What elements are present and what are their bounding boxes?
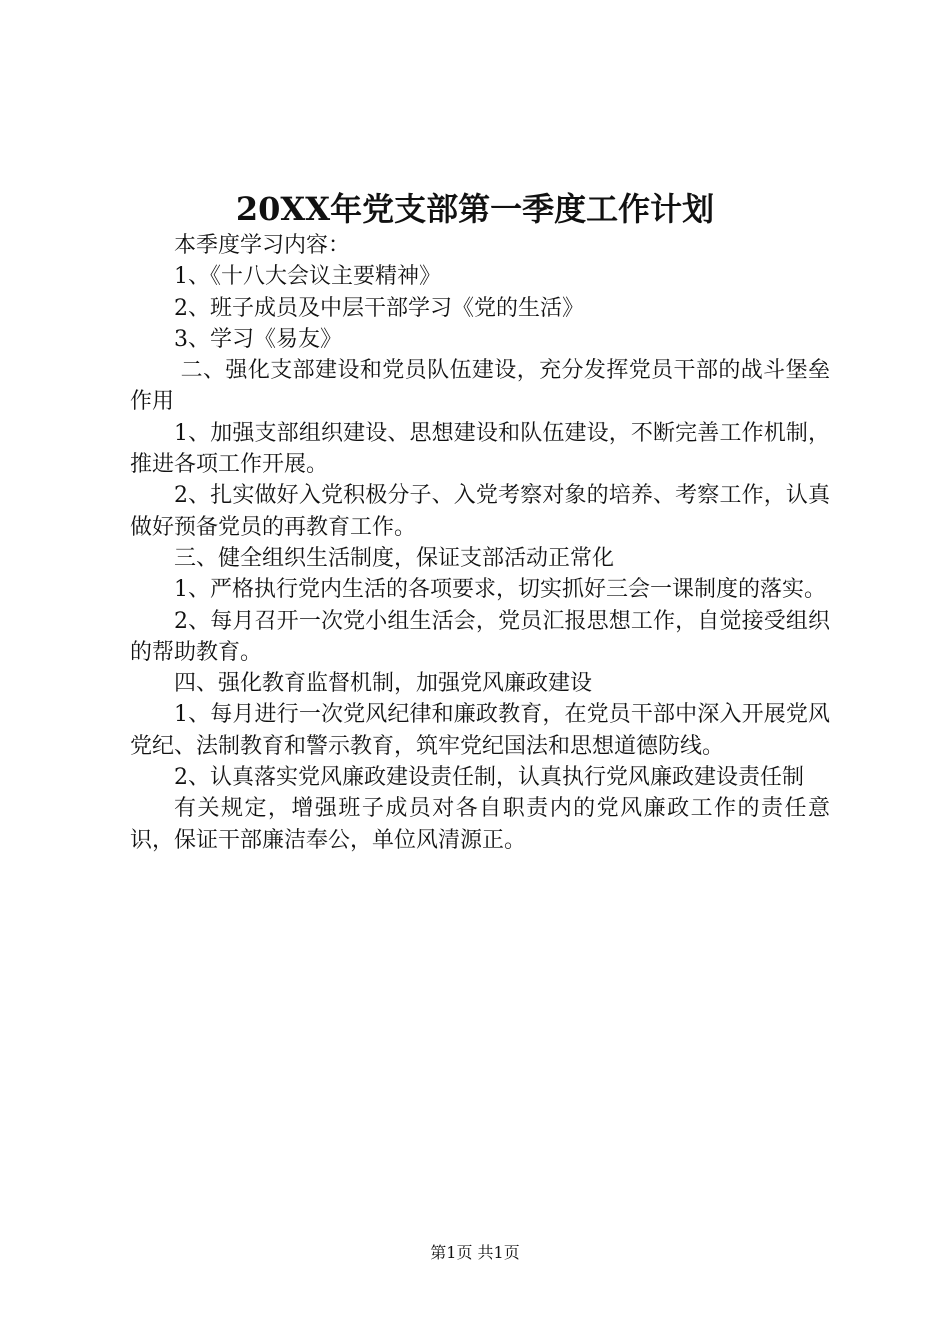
paragraph-study-item-2: 2、班子成员及中层干部学习《党的生活》 — [174, 295, 584, 321]
paragraph-study-intro: 本季度学习内容： — [174, 233, 351, 258]
document-title: 20XX年党支部第一季度工作计划 — [235, 190, 715, 228]
paragraph-study-item-1: 1、《十八大会议主要精神》 — [174, 264, 441, 290]
paragraph-section-3-item-2: 2、每月召开一次党小组生活会，党员汇报思想工作，自觉接受组织的帮助教育。 — [130, 608, 830, 665]
paragraph-section-2-heading: 二、强化支部建设和党员队伍建设，充分发挥党员干部的战斗堡垒作用 — [130, 358, 830, 415]
paragraph-section-4-regulations: 有关规定，增强班子成员对各自职责内的党风廉政工作的责任意识，保证干部廉洁奉公，单位风清源正。 — [130, 796, 830, 853]
document-body — [130, 230, 830, 856]
paragraph-section-4-item-2: 2、认真落实党风廉政建设责任制，认真执行党风廉政建设责任制 — [174, 765, 804, 791]
page-footer: 第1页 共1页 — [430, 1243, 520, 1262]
paragraph-section-2-item-1: 1、加强支部组织建设、思想建设和队伍建设，不断完善工作机制，推进各项工作开展。 — [130, 420, 830, 478]
paragraph-section-2-item-2: 2、扎实做好入党积极分子、入党考察对象的培养、考察工作，认真做好预备党员的再教育工作。 — [130, 483, 830, 540]
paragraph-study-item-3: 3、学习《易友》 — [174, 326, 342, 352]
paragraph-section-3-item-1: 1、严格执行党内生活的各项要求，切实抓好三会一课制度的落实。 — [174, 577, 826, 603]
paragraph-section-4-item-1: 1、每月进行一次党风纪律和廉政教育，在党员干部中深入开展党风党纪、法制教育和警示教育，筑牢党纪国法和思想道德防线。 — [130, 702, 830, 759]
paragraph-section-3-heading: 三、健全组织生活制度，保证支部活动正常化 — [174, 545, 615, 571]
paragraph-section-4-heading: 四、强化教育监督机制，加强党风廉政建设 — [174, 671, 593, 697]
